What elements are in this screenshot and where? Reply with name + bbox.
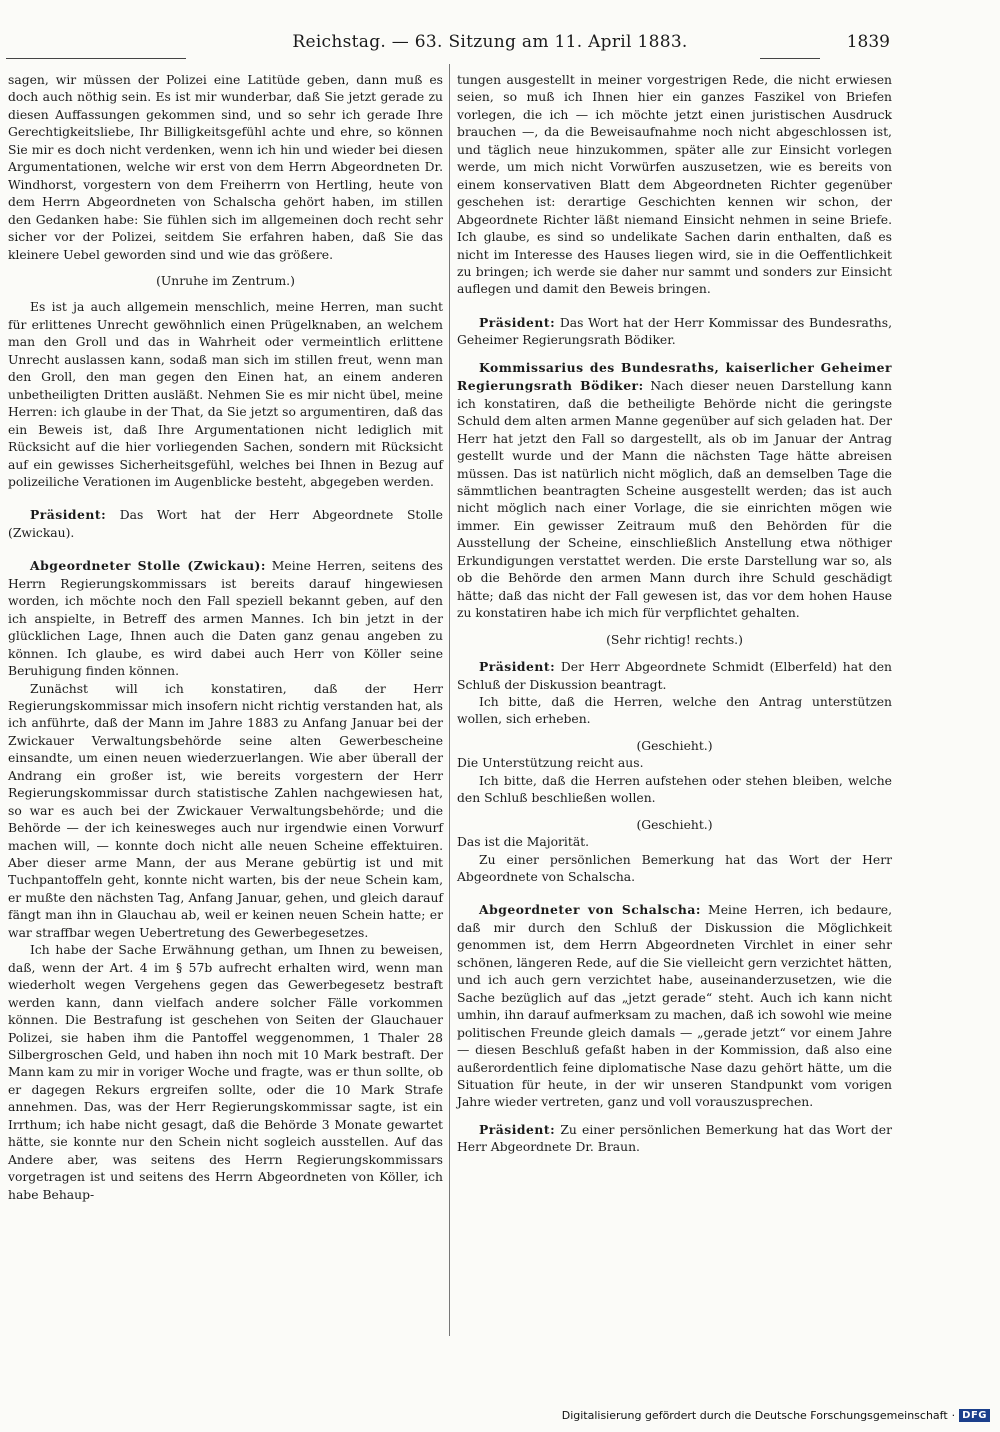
paragraph: Ich bitte, daß die Herren, welche den Antrag unterstützen wollen, sich erheben. — [457, 694, 892, 727]
speaker-name: Kommissarius des Bundesraths, kaiserlicher Geheimer Regierungsrath Bödiker: — [457, 359, 892, 394]
header-rule-left — [6, 58, 186, 59]
column-divider — [449, 64, 450, 1336]
speaker-paragraph: Präsident: Zu einer persönlichen Bemerkung hat das Wort der Herr Abgeordnete Dr. Braun. — [457, 1121, 892, 1155]
dfg-logo-icon: DFG — [959, 1409, 990, 1422]
speaker-name: Abgeordneter Stolle (Zwickau): — [30, 558, 266, 574]
left-column — [8, 72, 443, 1204]
page-number: 1839 — [846, 32, 890, 52]
paragraph: Zu einer persönlichen Bemerkung hat das Wort der Herr Abgeordnete von Schalscha. — [457, 852, 892, 885]
speaker-name: Präsident: — [479, 314, 556, 330]
paragraph: sagen, wir müssen der Polizei eine Latitüde geben, dann muß es doch auch nöthig sein. Es ist mir wunderbar, daß Sie jetzt gerade zu diesen Auffassungen gekommen sind, und so sehr ich gerade Ihre Gerechtigkeitsliebe, Ihr Billigkeitsgefühl achte und ehre, so können Sie mir es doch nicht verdenken, wenn ich hin und wieder bei diesen Argumentationen, welche wir erst von dem Herrn Abgeordneten Dr. Windhorst, vorgestern von dem Freiherrn von Hertling, heute von dem Herrn Abgeordneten von Schalscha gehört haben, im stillen den Gedanken habe: Sie fühlen sich im allgemeinen doch recht sehr sicher vor der Polizei, seitdem Sie erfahren haben, daß Sie das kleinere Uebel geworden sind und wie das größere. — [8, 73, 443, 262]
paragraph: Es ist ja auch allgemein menschlich, meine Herren, man sucht für erlittenes Unrecht gewöhnlich einen Prügelknaben, an welchem man den Groll und das in Wahrheit oder vermeintlich erlittene Unrecht auslassen kann, sodaß man sich im stillen freut, wenn man den Groll, den man gegen den Einen hat, an einem anderen unbetheiligten Dritten ausläßt. Nehmen Sie es mir nicht übel, meine Herren: ich glaube in der That, da Sie jetzt so argumentiren, daß das ein Beweis ist, daß Ihre Argumentationen nicht lediglich mit Rücksicht auf die hier vorliegenden Sachen, sondern mit Rücksicht auf ein gewisses Sicherheitsgefühl, welches bei Ihnen in Bezug auf polizeiliche Verationen im Augenblicke besteht, abgegeben werden. — [8, 300, 443, 489]
speaker-paragraph: Abgeordneter Stolle (Zwickau): Meine Herren, seitens des Herrn Regierungskommissars ist bereits darauf hingewiesen worden, ich möchte noch den Fall speziell bekannt geben, auf den ich anspielte, in Betreff des armen Mannes. Ich bin jetzt in der glücklichen Lage, Ihnen auch die Daten ganz genau angeben zu können. Ich glaube, es wird dabei auch Herr von Köller seine Beruhigung finden können. — [8, 558, 443, 679]
paragraph: Das ist die Majorität. — [457, 835, 590, 850]
page-header — [0, 32, 1000, 62]
speaker-paragraph: Präsident: Das Wort hat der Herr Kommissar des Bundesraths, Geheimer Regierungsrath Bödiker. — [457, 314, 892, 348]
stage-direction: (Unruhe im Zentrum.) — [156, 273, 295, 288]
page-title: Reichstag. — 63. Sitzung am 11. April 1883. — [292, 32, 688, 52]
digitization-credit: Digitalisierung gefördert durch die Deutsche Forschungsgemeinschaft · DFG — [562, 1409, 990, 1422]
stage-direction: (Sehr richtig! rechts.) — [606, 632, 743, 647]
speaker-paragraph: Kommissarius des Bundesraths, kaiserlicher Geheimer Regierungsrath Bödiker: Nach dieser neuen Darstellung kann ich konstatiren, daß die betheiligte Behörde nicht die geringste Schuld dem alten armen Manne gegenüber auf sich geladen hat. Der Herr hat jetzt den Fall so dargestellt, als ob im Januar der Antrag gestellt wurde und der Mann die nächsten Tage hätte abreisen müssen. Das ist natürlich nicht möglich, daß an demselben Tage die sämmtlichen beantragten Scheine ausgestellt werden; das ist auch nicht möglich nach einer Vorlage, die sie einrichten mögen wie immer. Ein gewisser Zeitraum muß den Behörden für die Ausstellung der Scheine, einschließlich Anstellung etwa nöthiger Erkundigungen verstattet werden. Die erste Darstellung war so, als ob die Behörde den armen Mann durch ihre Schuld geschädigt hätte; daß das nicht der Fall gewesen ist, das vor dem hohen Hause zu konstatiren habe ich mich für verpflichtet gehalten. — [457, 359, 892, 621]
speaker-name: Präsident: — [479, 659, 556, 675]
credit-text: Digitalisierung gefördert durch die Deutsche Forschungsgemeinschaft — [561, 1409, 948, 1422]
speaker-paragraph: Präsident: Der Herr Abgeordnete Schmidt (Elberfeld) hat den Schluß der Diskussion beantragt. — [457, 659, 892, 692]
right-column — [457, 72, 892, 1157]
paragraph: Zunächst will ich konstatiren, daß der Herr Regierungskommissar mich insofern nicht richtig verstanden hat, als ich anführte, daß der Mann im Jahre 1883 zu Anfang Januar bei der Zwickauer Verwaltungsbehörde seine alten Gewerbescheine einsandte, um einen neuen wiederzuerlangen. Wie aber überall der Andrang ein großer ist, wie bereits vorgestern der Herr Regierungskommissar durch statistische Zahlen nachgewiesen hat, so war es auch bei der Zwickauer Verwaltungsbehörde; und die Behörde — der ich keinesweges auch nur irgendwie einen Vorwurf machen will, — konnte doch nicht alle neuen Scheine effektuiren. Aber dieser arme Mann, der aus Merane gebürtig ist und mit Tuchpantoffeln geht, konnte nicht warten, bis der neue Schein kam, er mußte den nächsten Tag, Anfang Januar, gehen, und gleich darauf fängt man ihn in Glauchau ab, weil er keinen neuen Schein hatte; er war straffbar wegen Uebertretung des Gewerbegesetzes. — [8, 681, 443, 940]
paragraph: Die Unterstützung reicht aus. — [457, 756, 644, 771]
stage-direction: (Geschieht.) — [636, 817, 713, 832]
paragraph: Ich bitte, daß die Herren aufstehen oder stehen bleiben, welche den Schluß beschließen wollen. — [457, 773, 892, 806]
header-rule-right — [760, 58, 820, 59]
speaker-name: Präsident: — [479, 1121, 556, 1137]
paragraph: tungen ausgestellt in meiner vorgestrigen Rede, die nicht erwiesen seien, so muß ich Ihnen hier ein ganzes Faszikel von Briefen vorlegen, die ich — ich möchte jetzt einen juristischen Ausdruck brauchen —, da die Beweisaufnahme noch nicht abgeschlossen ist, und täglich neue hinzukommen, später alle zur Einsicht vorlegen werde, um mich nicht Vorwürfen auszusetzen, wie es bereits von einem konservativen Blatt dem Abgeordneten Richter gegenüber geschehen ist: derartige Geschichten kennen wir schon, der Abgeordnete Richter läßt niemand Einsicht nehmen in seine Briefe. Ich glaube, es sind so undelikate Sachen darin enthalten, daß es nicht im Interesse des Hauses liegen wird, sie in die Oeffentlichkeit zu bringen; ich werde sie daher nur sammt und sonders zur Einsicht auflegen und damit den Beweis bringen. — [457, 73, 892, 297]
speaker-paragraph: Abgeordneter von Schalscha: Meine Herren, ich bedaure, daß mir durch den Schluß der Diskussion die Möglichkeit genommen ist, dem Herrn Abgeordneten Virchlet in einer sehr schönen, längeren Rede, auf die Sie vielleicht gern verzichtet hätten, und ich auch gern verzichtet habe, auseinanderzusetzen, wie die Sache bezüglich auf das „jetzt gerade“ steht. Auch ich kann nicht umhin, ihn darauf aufmerksam zu machen, daß ich sowohl wie meine politischen Freunde gleich damals — „gerade jetzt“ vor einem Jahre — diesen Beschluß gefaßt haben in der Kommission, daß also eine außerordentlich feine diplomatische Nase dazu gehört hätte, um die Situation für heute, in der wir unseren Standpunkt vom vorigen Jahre wieder vertreten, ganz und voll vorauszusprechen. — [457, 902, 892, 1110]
speaker-name: Präsident: — [30, 507, 107, 523]
speaker-paragraph: Präsident: Das Wort hat der Herr Abgeordnete Stolle (Zwickau). — [8, 507, 443, 540]
stage-direction: (Geschieht.) — [636, 738, 713, 753]
speaker-name: Abgeordneter von Schalscha: — [479, 902, 701, 918]
paragraph: Ich habe der Sache Erwähnung gethan, um Ihnen zu beweisen, daß, wenn der Art. 4 im § 57b aufrecht erhalten wird, wenn man wiederholt wegen Vergehens gegen das Gewerbegesetz bestraft werden kann, dann vielfach andere solcher Fälle vorkommen können. Die Bestrafung ist geschehen von Seiten der Glauchauer Polizei, sie haben ihm die Pantoffel weggenommen, 1 Thaler 28 Silbergroschen Geld, und haben ihn noch mit 10 Mark bestraft. Der Mann kam zu mir in voriger Woche und fragte, was er thun sollte, ob er dagegen Rekurs ergreifen sollte, oder die 10 Mark Strafe annehmen. Das, was der Herr Regierungskommissar sagte, ist ein Irrthum; ich habe nicht gesagt, daß die Behörde 3 Monate gewartet hätte, sie konnte nur den Schein nicht sogleich ausstellen. Auf das Andere aber, was seitens des Herrn Regierungskommissars vorgetragen ist und seitens des Herrn Abgeordneten von Köller, ich habe Behaup- — [8, 943, 443, 1202]
